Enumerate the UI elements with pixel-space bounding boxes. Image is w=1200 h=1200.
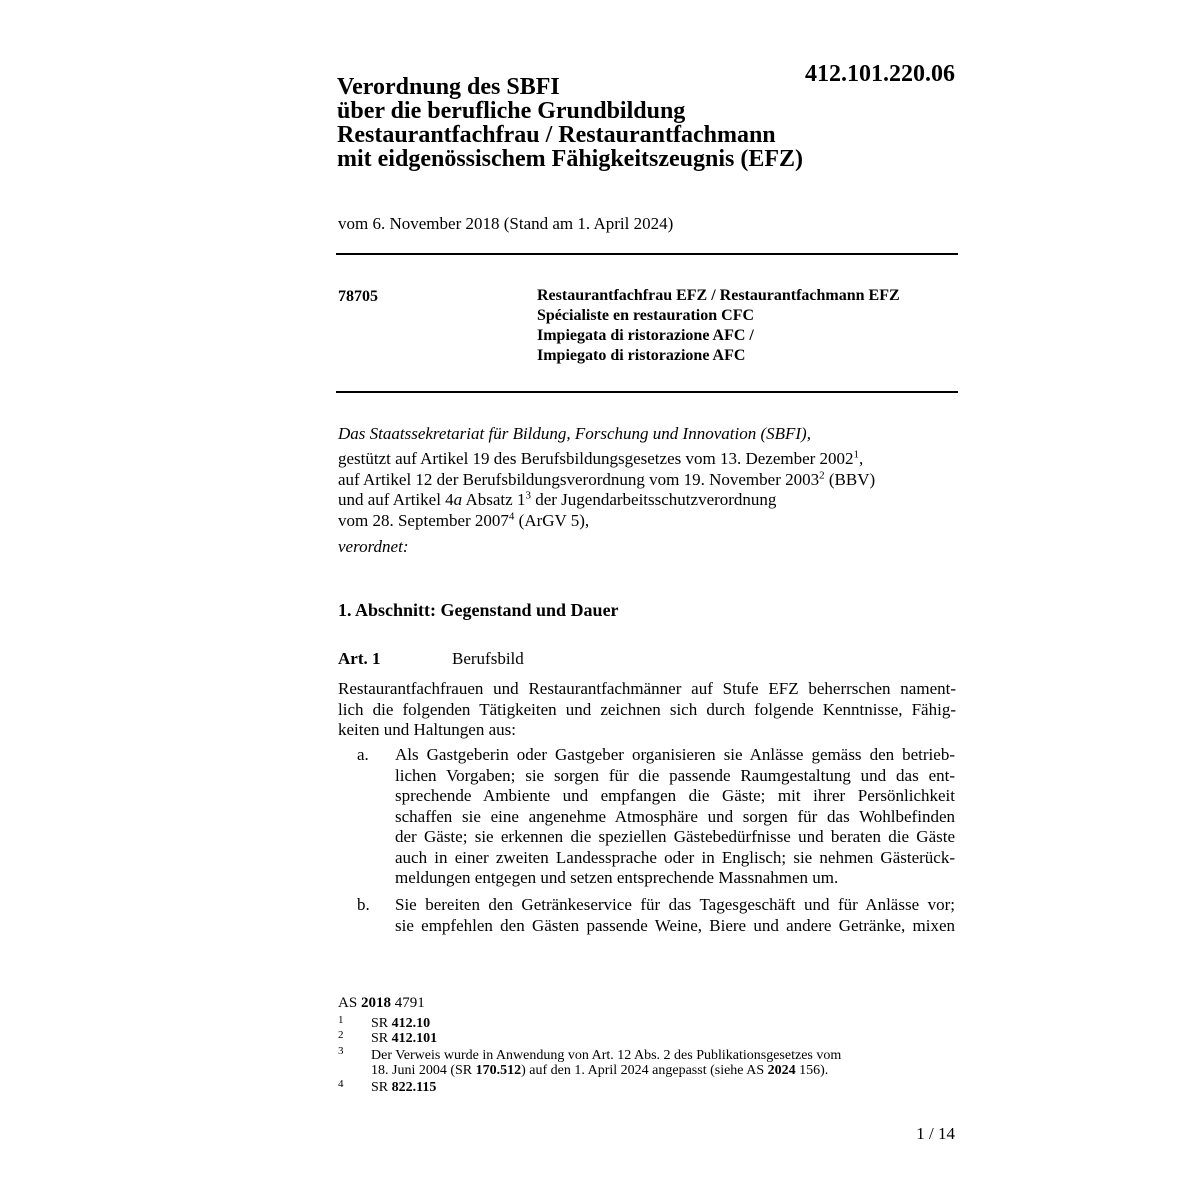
- footnote-part: 156).: [795, 1063, 829, 1078]
- list-line: meldungen entgegen und setzen entsprechende Massnahmen um.: [395, 868, 839, 887]
- document-title: [337, 75, 897, 171]
- profession-title: Impiegata di ristorazione AFC /: [537, 327, 754, 344]
- list-line: Sie bereiten den Getränkeservice für das Tagesgeschäft und für Anlässe vor;: [395, 895, 955, 914]
- footnote-part: 18. Juni 2004 (SR: [371, 1063, 476, 1078]
- list-marker: b.: [357, 895, 370, 914]
- date-line: vom 6. November 2018 (Stand am 1. April 2024): [338, 214, 674, 233]
- preamble-verordnet: verordnet:: [338, 537, 409, 556]
- as-year: 2018: [360, 995, 391, 1011]
- article-label: Art. 1: [338, 649, 381, 668]
- list-item-a: [395, 745, 955, 889]
- footnote-number: 3: [338, 1045, 344, 1057]
- footnote-ref[interactable]: 2: [819, 468, 825, 481]
- list-line: sie empfehlen den Gästen passende Weine, Biere und andere Getränke, mixen: [395, 915, 955, 935]
- footnote-text: [371, 1016, 430, 1031]
- footnote-text: [371, 1080, 436, 1095]
- preamble-line: [338, 511, 589, 532]
- list-line: schaffen sie eine angenehme Atmosphäre und sorgen für das Wohlbefinden: [395, 806, 955, 826]
- footnote-sr-link[interactable]: 412.10: [391, 1016, 431, 1031]
- footnote-text: [371, 1063, 828, 1078]
- footnote-number: 4: [338, 1078, 344, 1090]
- list-line: sprechende Ambiente und empfangen die Gäste; mit ihrer Persönlichkeit: [395, 786, 955, 805]
- preamble-text: der Jugendarbeitsschutzverordnung: [530, 490, 777, 509]
- list-line: auch in einer zweiten Landessprache oder in Englisch; sie nehmen Gästerück-: [395, 847, 955, 867]
- preamble-text: ,: [859, 449, 864, 468]
- footnote-sr-link[interactable]: 822.115: [391, 1080, 437, 1095]
- footnote-sr-link[interactable]: 170.512: [475, 1063, 522, 1078]
- footnote-ref[interactable]: 1: [853, 448, 860, 461]
- as-page: 4791: [390, 995, 425, 1011]
- preamble-authority: Das Staatssekretariat für Bildung, Forschung und Innovation (SBFI),: [338, 424, 811, 443]
- intro-line: keiten und Haltungen aus:: [338, 720, 516, 739]
- footnote-text: Der Verweis wurde in Anwendung von Art. 12 Abs. 2 des Publikationsgesetzes vom: [371, 1048, 842, 1063]
- profession-code: 78705: [338, 288, 378, 305]
- footnote-prefix: SR: [371, 1031, 392, 1046]
- title-line: Restaurantfachfrau / Restaurantfachmann: [337, 122, 776, 148]
- profession-title: Restaurantfachfrau EFZ / Restaurantfachmann EFZ: [537, 287, 900, 304]
- divider-bottom: [336, 391, 958, 393]
- as-prefix: AS: [338, 995, 361, 1011]
- footnote-prefix: SR: [371, 1080, 392, 1095]
- footnote-number: 1: [338, 1014, 344, 1026]
- sr-number: 412.101.220.06: [805, 61, 955, 87]
- title-line: über die berufliche Grundbildung: [337, 98, 686, 124]
- preamble-text: Absatz 1: [462, 490, 526, 509]
- intro-line: lich die folgenden Tätigkeiten und zeichnen sich durch folgende Kenntnisse, Fähig-: [338, 699, 956, 719]
- footnote-text: [371, 1031, 437, 1046]
- preamble-text: (ArGV 5),: [514, 510, 590, 530]
- preamble-line: [338, 490, 776, 511]
- intro-line: Restaurantfachfrauen und Restaurantfachmänner auf Stufe EFZ beherrschen nament-: [338, 679, 956, 698]
- footnote-as-link[interactable]: 2024: [767, 1063, 796, 1078]
- article-intro: [338, 679, 956, 741]
- list-line: lichen Vorgaben; sie sorgen für die passende Raumgestaltung und das ent-: [395, 765, 955, 785]
- page-number: 1 / 14: [916, 1124, 955, 1143]
- preamble-text: und auf Artikel 4: [338, 490, 454, 509]
- profession-title: Spécialiste en restauration CFC: [537, 307, 755, 324]
- title-line: mit eidgenössischem Fähigkeitszeugnis (EFZ): [337, 146, 803, 172]
- profession-titles: [537, 286, 900, 366]
- preamble-line: [338, 449, 863, 470]
- article-title: Berufsbild: [452, 649, 524, 668]
- preamble-text: a: [453, 490, 463, 509]
- preamble-text: auf Artikel 12 der Berufsbildungsverordnung vom 19. November 2003: [338, 469, 820, 489]
- list-line: der Gäste; sie erkennen die speziellen Gästebedürfnisse und beraten die Gäste: [395, 827, 955, 846]
- title-line: Verordnung des SBFI: [337, 74, 560, 100]
- list-item-b: [395, 895, 955, 936]
- preamble-line: [338, 470, 875, 491]
- footnote-number: 2: [338, 1029, 344, 1041]
- footnote-sr-link[interactable]: 412.101: [391, 1031, 438, 1046]
- divider-top: [336, 253, 958, 255]
- preamble-text: (BBV): [824, 469, 876, 489]
- footnote-ref[interactable]: 4: [508, 509, 515, 522]
- footnote-part: ) auf den 1. April 2024 angepasst (siehe AS: [521, 1063, 768, 1078]
- list-marker: a.: [357, 745, 369, 764]
- preamble-text: gestützt auf Artikel 19 des Berufsbildungsgesetzes vom 13. Dezember 2002: [338, 449, 854, 468]
- footnote-prefix: SR: [371, 1016, 392, 1031]
- profession-title: Impiegato di ristorazione AFC: [537, 347, 746, 364]
- section-heading: 1. Abschnitt: Gegenstand und Dauer: [338, 600, 619, 620]
- footnote-ref[interactable]: 3: [525, 489, 531, 502]
- official-compilation-ref: [338, 994, 425, 1012]
- preamble-text: vom 28. September 2007: [338, 510, 509, 530]
- list-line: Als Gastgeberin oder Gastgeber organisieren sie Anlässe gemäss den betrieb-: [395, 745, 955, 764]
